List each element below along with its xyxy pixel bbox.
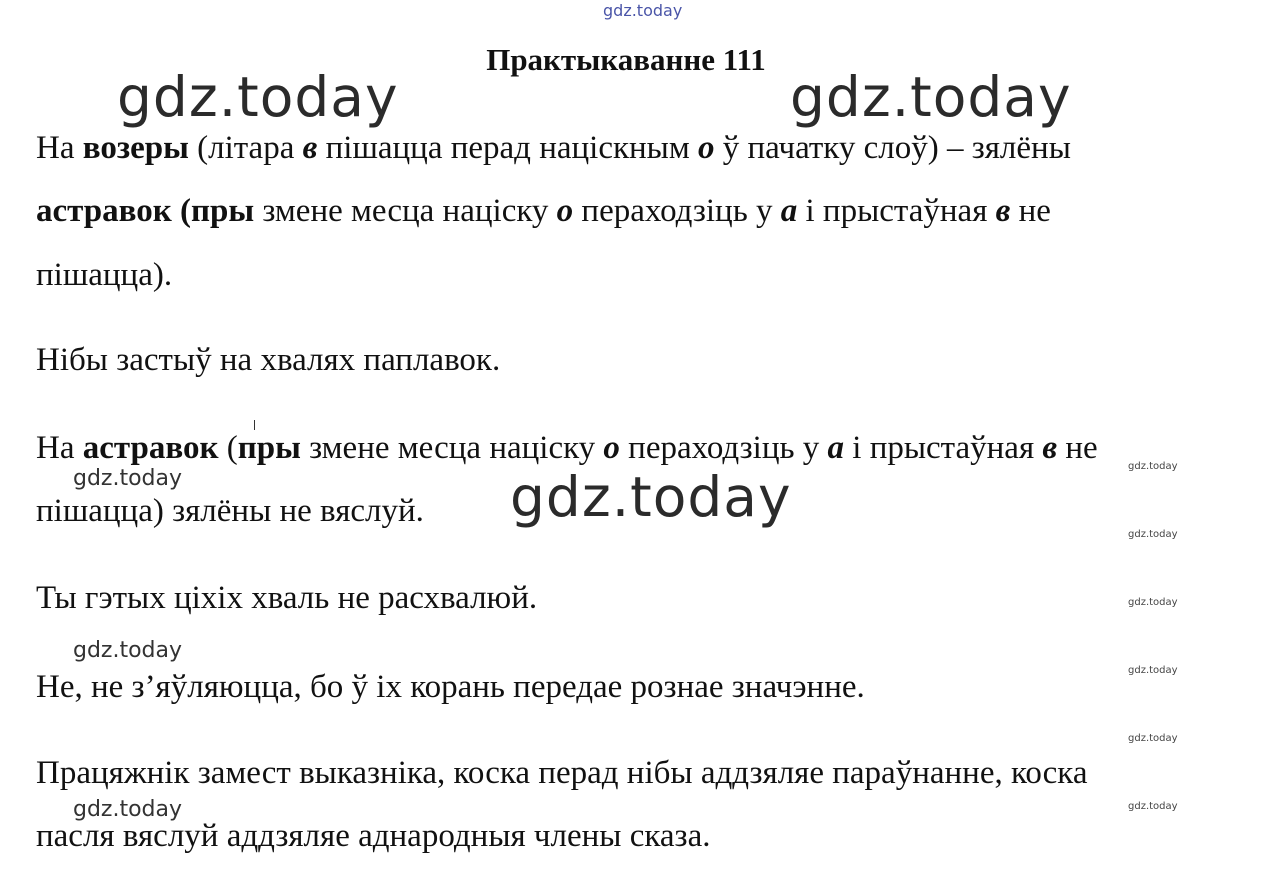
text-run: ў пачатку слоў) – зялёны (714, 130, 1071, 166)
text-line (36, 753, 1087, 793)
text-line (36, 128, 1071, 168)
text-line (36, 340, 500, 380)
watermark-top: gdz.today (603, 1, 683, 20)
watermark-medium: gdz.today (73, 797, 183, 822)
text-run: На (36, 130, 83, 166)
text-run: (літара (188, 130, 303, 166)
text-run: пішацца) зялёны не вяслуй. (36, 493, 424, 529)
emphasis-run: в (302, 130, 318, 166)
text-run: Не, не з’яўляюцца, бо ў іх корань передае рознае значэнне. (36, 669, 865, 705)
text-run: не (1057, 430, 1098, 466)
watermark-medium: gdz.today (73, 466, 183, 491)
text-run: Працяжнік замест выказніка, коска перад нібы аддзяляе параўнанне, коска (36, 755, 1088, 791)
text-run: пераходзіць у (573, 193, 781, 229)
text-line (36, 667, 865, 707)
text-run: змене месца націску (300, 430, 604, 466)
text-line (36, 428, 1098, 468)
text-run: На (36, 430, 83, 466)
emphasis-run: пры (237, 430, 301, 466)
text-run: Нібы застыў на хвалях паплавок. (36, 342, 501, 378)
emphasis-run: а (827, 430, 845, 466)
emphasis-run: о (698, 130, 715, 166)
emphasis-run: возеры (82, 130, 189, 166)
text-run: Ты гэтых ціхіх хваль не расхвалюй. (36, 580, 538, 616)
text-run: пераходзіць у (619, 430, 828, 466)
emphasis-run: в (995, 193, 1011, 229)
text-run: змене месца націску (254, 193, 557, 229)
text-line (36, 816, 711, 856)
text-run: не (1010, 193, 1051, 229)
emphasis-run: астравок (82, 430, 219, 466)
watermark-small: gdz.today (1128, 529, 1178, 540)
emphasis-run: о (556, 193, 574, 229)
text-line (36, 491, 424, 531)
watermark-small: gdz.today (1128, 733, 1178, 744)
watermark-large: gdz.today (790, 65, 1072, 129)
text-run: пасля вяслуй аддзяляе аднародныя члены сказа. (36, 818, 711, 854)
text-run: ( (218, 430, 238, 466)
emphasis-run: о (603, 430, 620, 466)
emphasis-run: в (1042, 430, 1058, 466)
watermark-small: gdz.today (1128, 597, 1178, 608)
watermark-small: gdz.today (1128, 801, 1178, 812)
page-title: Практыкаванне 111 (486, 42, 766, 77)
text-run: пішацца). (36, 257, 173, 293)
watermark-large: gdz.today (510, 465, 792, 529)
text-run: і прыстаўная (797, 193, 996, 229)
text-line (36, 191, 1051, 231)
emphasis-run: астравок (пры (36, 193, 255, 229)
watermark-small: gdz.today (1128, 665, 1178, 676)
text-line (36, 578, 537, 618)
text-run: і прыстаўная (844, 430, 1043, 466)
emphasis-run: а (780, 193, 798, 229)
watermark-medium: gdz.today (73, 638, 183, 663)
text-line (36, 255, 172, 295)
watermark-small: gdz.today (1128, 461, 1178, 472)
watermark-large: gdz.today (117, 65, 399, 129)
text-run: пішацца перад націскным (317, 130, 698, 166)
